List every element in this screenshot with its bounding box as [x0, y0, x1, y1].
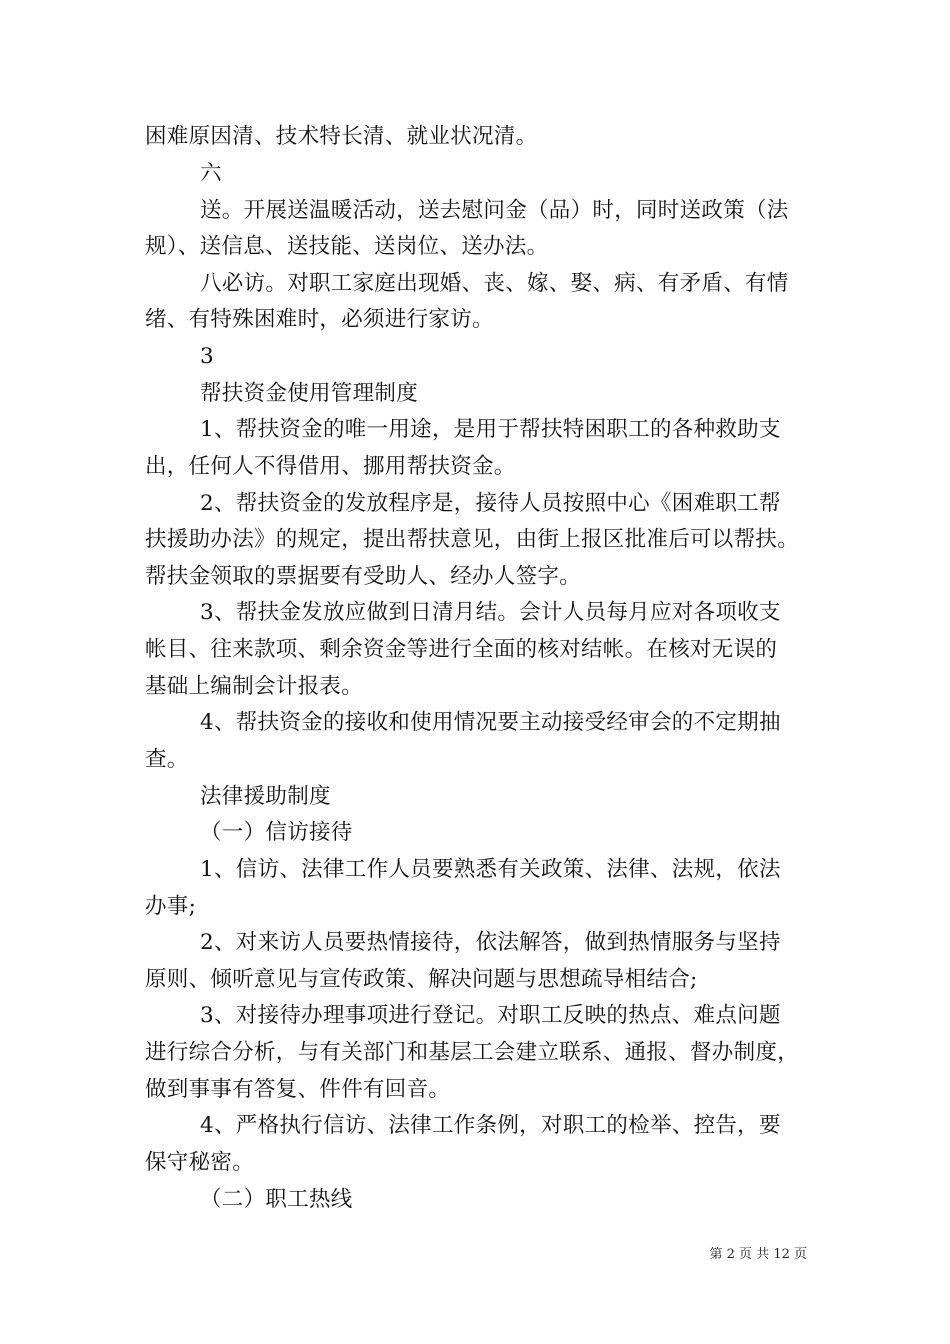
text-line: 1、信访、法律工作人员要熟悉有关政策、法律、法规，依法: [200, 857, 781, 882]
text-line: 基础上编制会计报表。: [145, 674, 364, 699]
text-line: 3、帮扶金发放应做到日清月结。会计人员每月应对各项收支: [200, 600, 781, 625]
text-line: 扶援助办法》的规定，提出帮扶意见，由街上报区批准后可以帮扶。: [145, 527, 800, 552]
text-line: 帮扶金领取的票据要有受助人、经办人签字。: [145, 564, 582, 589]
text-line: 原则、倾听意见与宣传政策、解决问题与思想疏导相结合;: [145, 967, 698, 992]
text-line: 绪、有特殊困难时，必须进行家访。: [145, 307, 494, 332]
text-line: 1、帮扶资金的唯一用途，是用于帮扶特困职工的各种救助支: [200, 417, 781, 442]
text-line: 查。: [145, 747, 189, 772]
section-heading: 法律援助制度: [200, 784, 331, 809]
text-line: 做到事事有答复、件件有回音。: [145, 1077, 451, 1102]
text-line: 2、对来访人员要热情接待，依法解答，做到热情服务与坚持: [200, 930, 781, 955]
text-line: 4、严格执行信访、法律工作条例，对职工的检举、控告，要: [200, 1113, 781, 1138]
text-line: 六: [200, 161, 222, 186]
text-line: 办事;: [145, 894, 197, 919]
text-line: 规）、送信息、送技能、送岗位、送办法。: [145, 234, 549, 259]
text-line: 4、帮扶资金的接收和使用情况要主动接受经审会的不定期抽: [200, 710, 781, 735]
text-line: 帐目、往来款项、剩余资金等进行全面的核对结帐。在核对无误的: [145, 637, 778, 662]
text-line: 保守秘密。: [145, 1150, 255, 1175]
subsection-heading: （一）信访接待: [200, 820, 353, 845]
text-line: 2、帮扶资金的发放程序是，接待人员按照中心《困难职工帮: [200, 491, 781, 516]
subsection-heading: （二）职工热线: [200, 1187, 353, 1212]
text-line: 困难原因清、技术特长清、就业状况清。: [145, 124, 538, 149]
page-number-footer: 第 2 页 共 12 页: [709, 1247, 807, 1262]
text-line: 八必访。对职工家庭出现婚、丧、嫁、娶、病、有矛盾、有情: [200, 271, 789, 296]
text-line: 送。开展送温暖活动，送去慰问金（品）时，同时送政策（法: [200, 198, 789, 223]
text-line: 出，任何人不得借用、挪用帮扶资金。: [145, 454, 516, 479]
text-line: 进行综合分析，与有关部门和基层工会建立联系、通报、督办制度，: [145, 1040, 800, 1065]
text-line: 3: [200, 344, 214, 369]
section-heading: 帮扶资金使用管理制度: [200, 381, 419, 406]
text-line: 3、对接待办理事项进行登记。对职工反映的热点、难点问题: [200, 1003, 781, 1028]
